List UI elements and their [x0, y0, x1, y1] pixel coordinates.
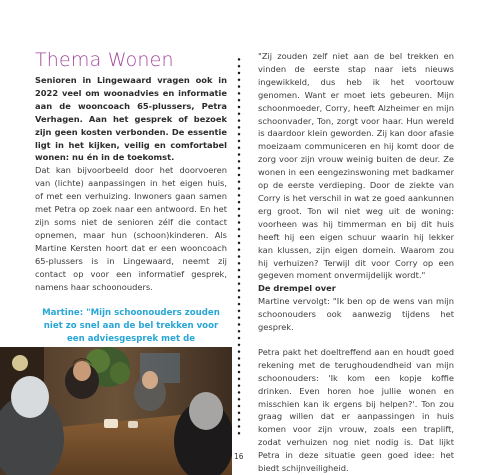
article-title: Thema Wonen — [35, 49, 174, 71]
paragraph-spacer — [258, 334, 454, 346]
subheading: De drempel over — [258, 283, 336, 294]
paragraph: Martine vervolgt: "Ik ben op de wens van mijn schoonouders ook aanwezig tijdens het gesprek. — [258, 296, 454, 333]
body-text-right — [258, 50, 454, 475]
paragraph: Petra pakt het doeltreffend aan en houdt goed rekening met de terughoudendheid van mijn schoonouders: 'Ik kom een kopje koffie drinken. Even horen hoe jullie wonen en misschien kan ik ergens bij helpen?'. Ton zou graag willen dat er aanpassingen in huis komen voor zijn vrouw, zoals een traplift, zodat verhuizen nog niet nodig is. Dat lijkt Petra in deze situatie geen goed idee: het biedt schijnveiligheid. — [258, 346, 454, 474]
article-intro: Senioren in Lingewaard vragen ook in 2022 veel om woonadvies en informatie aan de wooncoach 65-plussers, Petra Verhagen. Aan het gesprek of bezoek zijn geen kosten verbonden. De essentie ligt in het kijken, veilig en comfortabel wonen: nu én in de toekomst. — [35, 75, 227, 163]
right-column — [258, 50, 454, 475]
page-number: 16 — [234, 452, 244, 461]
left-column — [35, 48, 227, 359]
dotted-column-divider — [237, 56, 241, 436]
pull-quote: Martine: "Mijn schoonouders zouden niet zo snel aan de bel trekken voor een adviesgesprek met de — [42, 308, 220, 345]
paragraph: Dat kan bijvoorbeeld door het doorvoeren van (lichte) aanpassingen in het eigen huis, of met een verhuizing. Inwoners gaan samen met Petra op zoek naar een antwoord. En het zijn soms niet de senioren zélf die contact opnemen, maar hun (schoon)kinderen. Als Martine Kersten hoort dat er een wooncoach 65-plussers is in Lingewaard, neemt zij contact op voor een informatief gesprek, namens haar schoonouders. — [35, 165, 227, 292]
paragraph: "Zij zouden zelf niet aan de bel trekken en vinden de eerste stap naar iets nieuws ingewikkeld, dus heb ik het voortouw genomen. Want er moet iets gebeuren. Mijn schoonmoeder, Corry, heeft Alzheimer en mijn schoonvader, Ton, zorgt voor haar. Hun wereld is daardoor klein geworden. Zij kan door afasie moeizaam communiceren en hij komt door de zorg voor zijn vrouw weinig buiten de deur. Ze wonen in een eengezinswoning met badkamer op de eerste verdieping. Door de ziekte van Corry is het verschil in wat ze goed aankunnen erg groot. Ton wil niet weg uit de woning: voorheen was hij timmerman en bij dit huis heeft hij een eigen schuur waarin hij lekker kan klussen, zijn eigen domein. Waarom zou hij verhuizen? Terwijl dit voor Corry op een gegeven moment onvermijdelijk wordt." — [258, 51, 454, 281]
body-text-left — [35, 164, 227, 293]
article-photo — [0, 347, 232, 475]
